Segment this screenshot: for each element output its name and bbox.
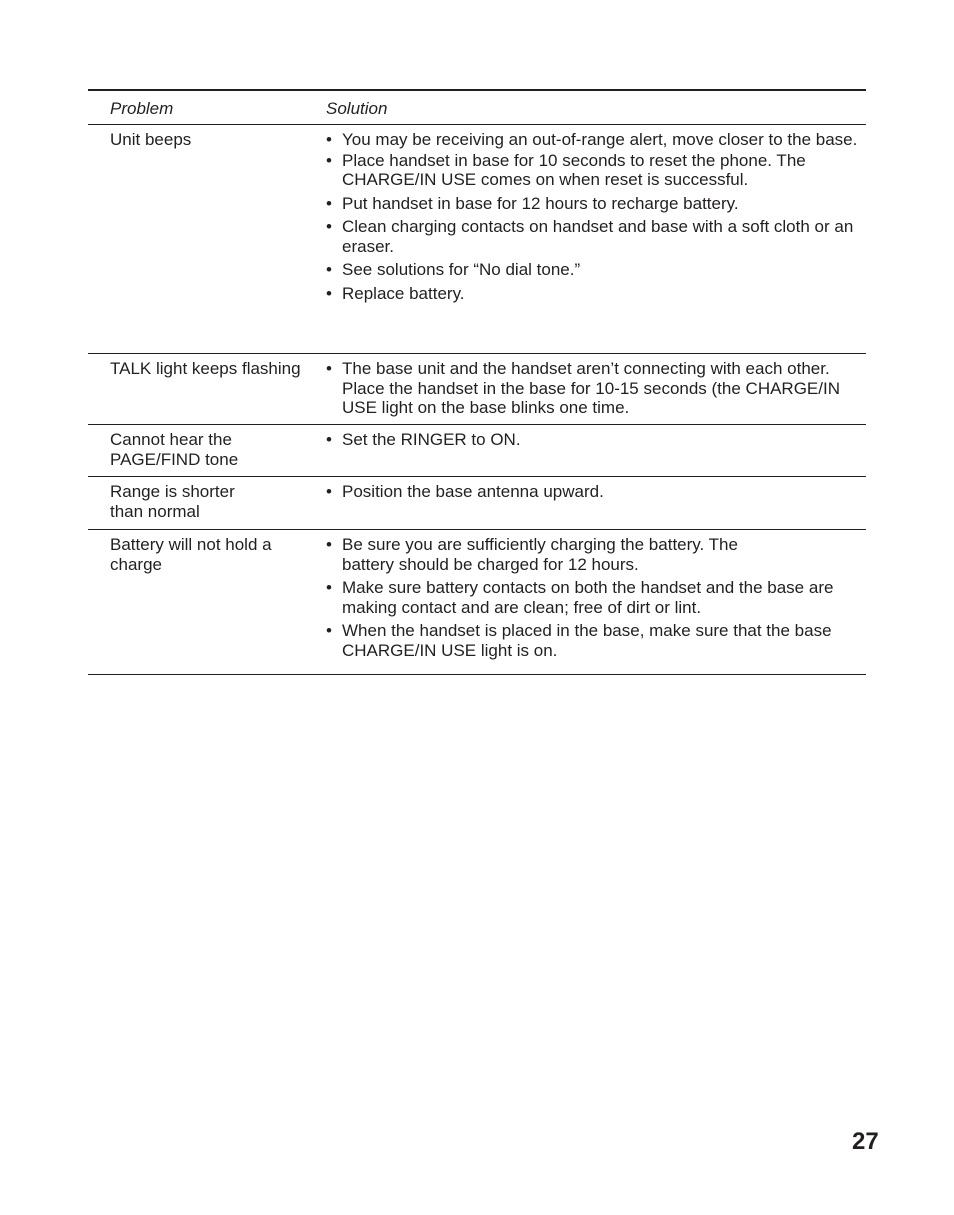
solution-cell — [326, 125, 866, 353]
solution-item: • Place handset in base for 10 seconds to reset the phone. The CHARGE/IN USE comes on when reset is successful. — [326, 151, 866, 190]
problem-cell: Unit beeps — [110, 130, 192, 149]
solution-cell — [326, 354, 866, 424]
solution-item: • See solutions for “No dial tone.” — [326, 260, 866, 280]
table-row — [88, 125, 866, 354]
solution-item: • Make sure battery contacts on both the handset and the base are making contact and are clean; free of dirt or lint. — [326, 578, 866, 617]
solution-list — [326, 535, 866, 660]
table-row — [88, 425, 866, 477]
solution-item: • Be sure you are sufficiently charging the battery. The battery should be charged for 12 hours. — [326, 535, 866, 574]
solution-cell — [326, 425, 866, 476]
problem-cell — [88, 530, 326, 674]
solution-list — [326, 430, 866, 450]
solution-item: • Put handset in base for 12 hours to recharge battery. — [326, 194, 866, 214]
solution-item: • You may be receiving an out-of-range alert, move closer to the base. — [326, 130, 866, 150]
problem-cell: TALK light keeps flashing — [110, 359, 301, 378]
table-row — [88, 530, 866, 675]
solution-list — [326, 482, 866, 502]
troubleshooting-table — [88, 89, 866, 675]
table-row — [88, 354, 866, 425]
problem-cell — [88, 425, 326, 476]
problem-cell — [88, 477, 326, 529]
table-row — [88, 477, 866, 530]
solution-item: • Clean charging contacts on handset and base with a soft cloth or an eraser. — [326, 217, 866, 256]
solution-item: • The base unit and the handset aren’t connecting with each other. Place the handset in the base for 10-15 seconds (the CHARGE/IN USE light on the base blinks one time. — [326, 359, 866, 418]
header-solution: Solution — [326, 99, 388, 118]
solution-list — [326, 359, 866, 418]
solution-cell — [326, 530, 866, 674]
solution-item: • When the handset is placed in the base, make sure that the base CHARGE/IN USE light is on. — [326, 621, 866, 660]
solution-item: • Position the base antenna upward. — [326, 482, 866, 502]
solution-list — [326, 130, 866, 303]
table-header — [88, 91, 866, 125]
solution-cell — [326, 477, 866, 529]
problem-text: Cannot hear the PAGE/FIND tone — [110, 430, 239, 469]
page-number: 27 — [852, 1128, 879, 1155]
solution-item: • Set the RINGER to ON. — [326, 430, 866, 450]
header-problem: Problem — [110, 99, 174, 118]
problem-text: Range is shorter than normal — [110, 482, 235, 521]
problem-text: Battery will not hold a charge — [110, 535, 272, 574]
solution-item: • Replace battery. — [326, 284, 866, 304]
